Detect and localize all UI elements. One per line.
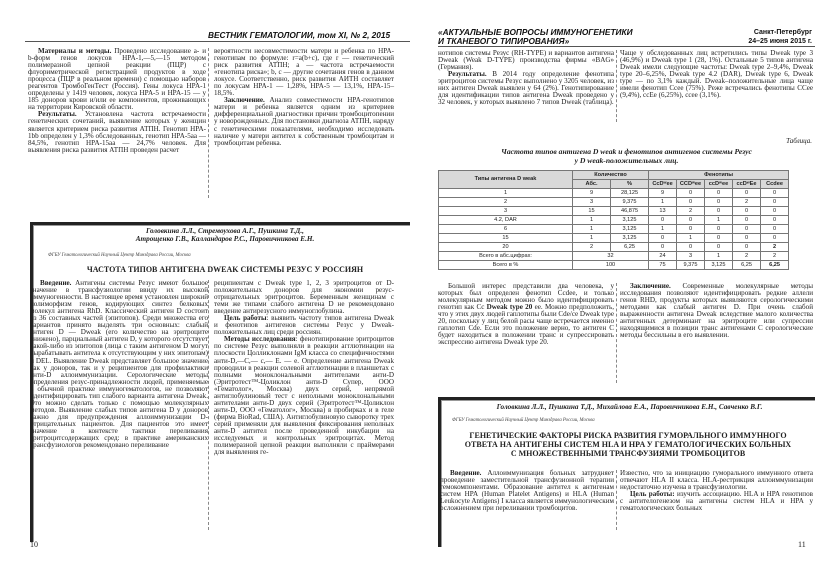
table-cell: 24 bbox=[649, 252, 677, 261]
table-row bbox=[439, 225, 789, 234]
article-col1 bbox=[30, 280, 208, 449]
table-cell: 3 bbox=[677, 252, 705, 261]
paragraph-text: изучить ассоциацию. HLA и HPA генотипов с антителогенезом на антигены систем HLA и HPA у гематологических больных bbox=[620, 490, 813, 513]
paragraph-lead: Введение. bbox=[40, 279, 72, 287]
table-cell: 9,375 bbox=[611, 198, 649, 207]
paragraph bbox=[28, 111, 206, 153]
paragraph-text: Анализ совместимости HPA-генотипов матери и ребенка является одним из критериев дифференциальной диагностики причин тромбоцитопении у новорожденных. Для постановки диагноза АТПН, наряду с генетическими показателями, необходимо исследовать наличие у матери антител к собственным тромбоцитам и тромбоцитам ребенка. bbox=[214, 96, 394, 147]
table-cell: 1 bbox=[573, 216, 611, 225]
table-cell: 0 bbox=[705, 189, 733, 198]
table-cell: 0 bbox=[761, 189, 789, 198]
header-count: Количество bbox=[573, 171, 649, 180]
table-row bbox=[439, 207, 789, 216]
paragraph bbox=[28, 48, 206, 111]
paragraph-text: Аллоиммунизация больных затрудняет проведение заместительной трансфузионной терапии гемокомпонентами. Образование антител к антигенам систем HPA (Human Platelet Antigens) и HLA (Human Leukocyte Antigens) I класса является иммунологическим осложнением при переливании тромбоцитов. bbox=[440, 469, 614, 513]
article-title: ЧАСТОТА ТИПОВ АНТИГЕНА DWEAK СИСТЕМЫ РЕЗУС У РОССИЯН bbox=[86, 265, 364, 274]
table-cell: 0 bbox=[677, 216, 705, 225]
table-cell: 0 bbox=[761, 198, 789, 207]
table-cell: 0 bbox=[649, 234, 677, 243]
column-divider bbox=[208, 280, 209, 530]
table-cell: 15 bbox=[573, 207, 611, 216]
table-cell: 3 bbox=[439, 207, 573, 216]
table-cell: 0 bbox=[761, 234, 789, 243]
table-caption bbox=[438, 147, 815, 165]
paragraph-text: : выявить частоту типов антигена Dweak и фенотипов антигенов системы Резус у Dweak-положительных лиц среди россиян. bbox=[214, 314, 394, 337]
table-cell: 3,125 bbox=[611, 216, 649, 225]
table-cell: 28,125 bbox=[611, 189, 649, 198]
right-mid-col2 bbox=[620, 283, 813, 339]
paragraph bbox=[214, 48, 394, 97]
table-cell: 0 bbox=[677, 225, 705, 234]
paragraph bbox=[214, 315, 394, 336]
column-divider bbox=[616, 283, 617, 383]
table-cell: 2 bbox=[733, 198, 761, 207]
paragraph-text: Установлена частота встречаемости генетических сочетаний, выявление которых у женщин является критерием риска развития АТПН. Генотип HPA-1bb определен у 1,3% обследованных, генотип HPA-5aa — 84,5%, генотип HPA-15aa — 24,7% человек. Для выявления риска развития АТПН проведен расчет bbox=[28, 110, 206, 154]
paragraph-text: В 2014 году определение фенотипа эритроцитов системы Резус выполнено у 3205 человек, из них антиген Dweak выявлен у 64 (2%). Генотипирование для идентификации типов антигена Dweak проведено у 32 человек, у которых выявлено 7 типов Dweak (таблица). bbox=[438, 70, 614, 107]
table-total-row bbox=[439, 261, 789, 270]
header-line: И ТКАНЕВОГО ТИПИРОВАНИЯ» bbox=[438, 36, 570, 46]
table-cell: 1 bbox=[649, 198, 677, 207]
table-cell: 0 bbox=[677, 243, 705, 252]
table-cell: 2 bbox=[733, 252, 761, 261]
table-cell: 2 bbox=[761, 252, 789, 261]
table-cell: 75 bbox=[649, 261, 677, 270]
date: 24–25 июня 2015 г. bbox=[748, 38, 812, 45]
table-cell: 2 bbox=[439, 198, 573, 207]
paragraph bbox=[620, 50, 813, 99]
paragraph-text: Известно, что за инициацию гуморального иммунного ответа отвечают HLA II класса. HLA-рестрикция аллоиммунизации недостаточно изучена в трансфузиологии. bbox=[620, 469, 813, 492]
paragraph bbox=[214, 97, 394, 146]
right-mid-col1 bbox=[438, 283, 614, 346]
table-cell: 2 bbox=[677, 207, 705, 216]
table-cell: 20 bbox=[439, 243, 573, 252]
paragraph-bold: Dweak type 20 bbox=[486, 303, 533, 312]
table-header-row bbox=[439, 171, 789, 180]
table-cell: 0 bbox=[733, 207, 761, 216]
paragraph-text: вероятности несовместимости матери и ребенка по HPA-генотипам по формуле: r=a(b+c), где r — генетический риск развития АТПН; a — частота встречаемости «генотипа риска»; b, c — другие сочетания генов в данном локусе. Соответственно, риск развития АИТН составляет по локусам HPA-1 — 1,28%, HPA-5 — 13,1%, HPA-15–18,5%. bbox=[214, 47, 394, 98]
header-rule bbox=[25, 41, 410, 42]
header-line: «АКТУАЛЬНЫЕ ВОПРОСЫ ИММУНОГЕНЕТИКИ bbox=[438, 27, 633, 37]
article-col2 bbox=[214, 280, 394, 456]
table-cell: 0 bbox=[733, 225, 761, 234]
table-cell: 0 bbox=[649, 243, 677, 252]
table-row bbox=[439, 189, 789, 198]
paragraph-text: Проведено исследование а- и b-форм генов локусов HPA-1,—5,—15 методом полимеразной цепной реакции (ПЦР) с флуориметрической регистрацией продуктов в ходе процесса (ПЦР в реальном времени) с помощью наборов реагентов ТромбоГенТест (Россия). Гены локуса HPA-1 определены у 1419 человек, локуса HPA-5 и HPA-15 — у 185 доноров крови и/или ее компонентов, проживающих на территории Кировской области. bbox=[28, 47, 206, 112]
table-cell: 0 bbox=[705, 198, 733, 207]
table-cell: 3,125 bbox=[705, 261, 733, 270]
table-cell: 32 bbox=[573, 252, 649, 261]
header-phenotypes: Фенотипы bbox=[649, 171, 789, 180]
authors-line: Головкина Л.Л., Стремоухова А.Г., Пушкина Т.Д., bbox=[146, 227, 304, 235]
paragraph-text: нотипов системы Резус (RH-TYPE) и вариантов антигена Dweak (Weak D-TYPE) производства фирмы «BAG» (Германия). bbox=[438, 49, 614, 72]
table-cell: 1 bbox=[573, 234, 611, 243]
paragraph-lead: Заключение. bbox=[630, 282, 671, 290]
paragraph-lead: Результаты. bbox=[448, 70, 487, 79]
paragraph-lead: Введение. bbox=[450, 469, 482, 477]
table-cell: 0 bbox=[733, 243, 761, 252]
table-cell: 0 bbox=[733, 234, 761, 243]
table-cell: 0 bbox=[761, 225, 789, 234]
place: Санкт-Петербург bbox=[753, 29, 812, 36]
table-cell: 0 bbox=[649, 216, 677, 225]
paragraph-text: ee. Можно предположить, что у этих двух людей гаплотипы были Cde/ce Dweak type 20, поскольку у лиц белой расы чаще встречается именно гаплотип Cde. Если это положение верно, то антиген C будет находиться в положении транс и супрессировать экспрессию антигена Dweak type 20. bbox=[438, 303, 615, 347]
page-number: 11 bbox=[798, 540, 806, 549]
table-row bbox=[439, 198, 789, 207]
table-cell: 9 bbox=[573, 189, 611, 198]
conference-header bbox=[438, 28, 633, 46]
table-cell: 6 bbox=[439, 225, 573, 234]
table-cell: 0 bbox=[705, 234, 733, 243]
table-cell: 1 bbox=[705, 216, 733, 225]
caption-line: у D weak-положительных лиц. bbox=[574, 156, 679, 165]
table-row bbox=[439, 216, 789, 225]
table-cell: 9,375 bbox=[677, 261, 705, 270]
table-cell: 9 bbox=[649, 189, 677, 198]
table-cell: 13 bbox=[649, 207, 677, 216]
header-phenotype: CcDʷee bbox=[649, 180, 677, 189]
dweak-table bbox=[438, 170, 789, 270]
table-cell: 6,25 bbox=[611, 243, 649, 252]
header-type: Типы антигена D weak bbox=[439, 171, 573, 189]
paragraph-lead: Методы исследования bbox=[224, 335, 296, 344]
table-cell: 2 bbox=[761, 243, 789, 252]
table-cell: 46,875 bbox=[611, 207, 649, 216]
paragraph bbox=[214, 280, 394, 315]
table-cell: 3,125 bbox=[611, 225, 649, 234]
title-line: С МНОЖЕСТВЕННЫМИ ТРАНСФУЗИЯМИ ТРОМБОЦИТОВ bbox=[510, 449, 746, 458]
conference-place-date bbox=[748, 28, 812, 46]
table-cell: 0 bbox=[677, 198, 705, 207]
table-cell: 1 bbox=[705, 252, 733, 261]
paragraph bbox=[620, 491, 813, 512]
article-col2 bbox=[620, 470, 813, 512]
table-cell: 0 bbox=[705, 207, 733, 216]
header-phenotype: ccDʷee bbox=[705, 180, 733, 189]
paragraph bbox=[620, 283, 813, 339]
table-total-row bbox=[439, 252, 789, 261]
table-cell: 6,25 bbox=[761, 261, 789, 270]
left-top-col1 bbox=[28, 48, 206, 154]
paragraph bbox=[214, 336, 394, 456]
title-line: ОТВЕТА НА АНТИГЕНЫ СИСТЕМ HLA И HPA У ГЕМАТОЛОГИЧЕСКИХ БОЛЬНЫХ bbox=[464, 440, 792, 449]
header-rule bbox=[438, 46, 815, 47]
paragraph-text: : фенотипирование эритроцитов по системе Резус выполняли в реакции агглютинации на плоскости Цолликлонами IgM класса со специфичностями анти-D,—C,— c,— E. — e. Определение антигена Dweak проводили в реакции солевой агглютинации в планшетах с полными моноклональными антителами анти-D (Эритротест™-Цоликлон анти-D Супер, ООО «Гематолог», Москва) двух серий, непрямой антиглобулиновый тест с неполными моноклональными антителами анти-D двух серий (Эритротест™-Цоликлон анти-D, ООО «Гематолог», Москва) в пробирках и в геле (фирма BioRad, США). Антиглобулиновую сыворотку трех серий применяли для выявления фиксирования неполных анти-D антител после проведенной инкубации на исследуемых и контрольных эритроцитах. Метод полимеразной цепной реакции выполняли с праймерами для выявления ге- bbox=[214, 335, 395, 457]
left-top-col2 bbox=[214, 48, 394, 147]
header-phenotype: CCDʷee bbox=[677, 180, 705, 189]
paragraph-text: Большой интерес представили два человека, у которых был определен фенотип Ccdee, и только молекулярным методом можно было идентифицировать генотип как Cc bbox=[438, 282, 614, 312]
paragraph bbox=[438, 50, 614, 71]
table-cell: 0 bbox=[761, 216, 789, 225]
paragraph-lead: Заключение. bbox=[224, 96, 265, 105]
table-cell: 1 bbox=[677, 234, 705, 243]
table-row bbox=[439, 234, 789, 243]
table-cell: 0 bbox=[705, 225, 733, 234]
paragraph bbox=[438, 71, 614, 106]
table-cell: 0 bbox=[733, 216, 761, 225]
header-abs: Абс. bbox=[573, 180, 611, 189]
header-phenotype: Ccdee bbox=[761, 180, 789, 189]
column-divider bbox=[616, 470, 617, 530]
paragraph bbox=[620, 470, 813, 491]
table-cell: Всего в % bbox=[439, 261, 573, 270]
right-top-col2 bbox=[620, 50, 813, 99]
table-cell: 1 bbox=[573, 225, 611, 234]
paragraph-text: реципиентам с Dweak type 1, 2, 3 эритроцитов от D-положительных доноров для экономии резус-отрицательных эритроцитов. Беременным женщинам с теми же типами слабого антигена D не рекомендовано введение антирезусного иммуноглобулина. bbox=[214, 279, 394, 316]
right-top-col1 bbox=[438, 50, 614, 106]
header-phenotype: ccDʷEe bbox=[733, 180, 761, 189]
table-cell: 0 bbox=[733, 189, 761, 198]
table-label: Таблица. bbox=[786, 137, 812, 145]
table-cell: Всего в абс.цифрах: bbox=[439, 252, 573, 261]
paragraph-lead: Цель работы bbox=[224, 314, 267, 323]
paragraph-text: Чаще у обследованных лиц встретились типы Dweak type 3 (46,9%) и Dweak type 1 (28, 1%). Остальные 5 типов антигена Dweak имели следующие частоты: Dweak type 2–9,4%, Dweak type 20–6,25%, Dweak type 4.2 (DAR), Dweak type 6, Dweak type — по 3,1% каждый. Dweak–положительные лица чаще имели фенотип Ccee (75%). Реже встречались фенотипы CCee (9,4%), ccEe (6,25%), ccee (3,1%). bbox=[620, 49, 813, 100]
article-authors: Головкина Л.Л., Пушкина Т.Д., Михайлова Е.А., Паровичникова Е.Н., Савченко В.Г. bbox=[496, 403, 763, 411]
journal-header: ВЕСТНИК ГЕМАТОЛОГИИ, том XI, № 2, 2015 bbox=[208, 30, 391, 40]
column-divider bbox=[208, 48, 209, 198]
article-affiliation: ФГБУ Гематологический Научный Центр Минздрава России, Москва bbox=[48, 253, 191, 258]
table-cell: 1 bbox=[649, 225, 677, 234]
table-cell: 0 bbox=[705, 243, 733, 252]
page-number: 10 bbox=[30, 540, 38, 549]
paragraph-lead: Цель работы: bbox=[630, 490, 675, 499]
table-row bbox=[439, 243, 789, 252]
article-col1 bbox=[440, 470, 614, 512]
table-cell: 0 bbox=[761, 207, 789, 216]
article-authors bbox=[40, 228, 410, 243]
table-cell: 4.2, DAR bbox=[439, 216, 573, 225]
table-cell: 0 bbox=[677, 189, 705, 198]
paragraph bbox=[30, 280, 208, 449]
paragraph-text: Антигены системы Резус имеют большое значение в трансфузиологии ввиду их высокой иммуногенности. В настоящее время установлен широкий полиморфизм генов, кодирующих синтез белковых молекул антигена RhD. Классический антиген D состоит из 36 составных частей (эпитопов). Среди множества его вариантов принято выделять три основных: слабый антиген D — Dweak (его количество на эритроците снижено), парциальный антиген D, у которого отсутствует какой-либо из эпитопов (лица с таким антигеном D могут вырабатывать антитела к отсутствующим у них эпитопам) и DEL. Выявление Dweak представляет большое значение как у доноров, так и у реципиентов для профилактики анти-D аллоиммунизации. Серологические методы определения резус-принадлежности людей, применяемые в обычной практике иммуногематологов, не позволяют идентифицировать тип слабого варианта антигена Dweak. Это можно сделать только с помощью молекулярных методов. Выявление слабых типов антигена D у доноров важно для предупреждения аллоиммунизации D-отрицательных пациентов. Для пациентов это имеет значение в контексте тактики переливания эритроцитсодержащих сред: в практике американских трансфузиологов рекомендовано переливание bbox=[30, 279, 208, 450]
table-cell: 2 bbox=[573, 243, 611, 252]
authors-line: Атрощенко Г.В., Калландаров Р.С., Паровичникова Е.Н. bbox=[135, 234, 315, 243]
caption-line: Частота типов антигена D weak и фенотипов антигенов системы Резус bbox=[501, 147, 752, 156]
title-line: ГЕНЕТИЧЕСКИЕ ФАКТОРЫ РИСКА РАЗВИТИЯ ГУМОРАЛЬНОГО ИММУННОГО bbox=[469, 431, 787, 440]
table-cell: 3,125 bbox=[611, 234, 649, 243]
article-title bbox=[441, 431, 815, 458]
article-affiliation: ФГБУ Гематологический Научный Центр Минздрава России, Москва bbox=[452, 418, 595, 423]
paragraph-lead: Результаты. bbox=[38, 110, 77, 119]
table-cell: 100 bbox=[573, 261, 649, 270]
paragraph bbox=[440, 470, 614, 512]
table-cell: 6,25 bbox=[733, 261, 761, 270]
table-cell: 1 bbox=[439, 189, 573, 198]
column-divider bbox=[616, 50, 617, 122]
table-cell: 15 bbox=[439, 234, 573, 243]
paragraph-lead: Материалы и методы. bbox=[38, 47, 112, 55]
header-pct: % bbox=[611, 180, 649, 189]
table-cell: 3 bbox=[573, 198, 611, 207]
paragraph bbox=[438, 283, 614, 346]
paragraph-text: Современные молекулярные методы исследования позволяют идентифицировать редкие аллели генов RHD, продукты которых выявляются серологическими методами как слабый антиген D. При очень слабой выраженности антигена Dweak вследствие малого количества антигенных детерминант на эритроците или супрессии находящимися в позиции транс антигенами C серологические методы бессильны в его выявлении. bbox=[620, 282, 813, 340]
